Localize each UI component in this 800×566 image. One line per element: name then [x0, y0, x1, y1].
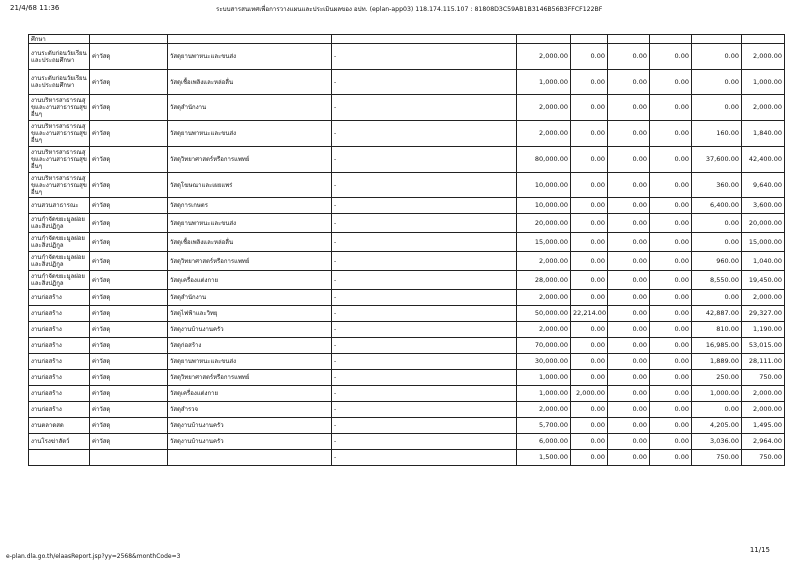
transfer-out-cell: 0.00: [608, 402, 650, 418]
detail-cell: -: [332, 290, 517, 306]
remaining-cell: 28,111.00: [742, 354, 785, 370]
table-row: [29, 322, 785, 338]
type-cell: ค่าวัสดุ: [90, 354, 168, 370]
transfer-out-cell: 0.00: [608, 147, 650, 173]
transfer-out-cell: 0.00: [608, 121, 650, 147]
transfer-out-cell: 0.00: [608, 173, 650, 198]
plan-cell: งานก่อสร้าง: [29, 386, 90, 402]
detail-cell: -: [332, 233, 517, 252]
reserve-cell: 0.00: [650, 95, 692, 121]
table-row: [29, 233, 785, 252]
reserve-cell: 0.00: [650, 252, 692, 271]
report-table-container: [28, 34, 784, 466]
item-cell: วัสดุเชื้อเพลิงและหล่อลื่น: [168, 233, 332, 252]
remaining-cell: 53,015.00: [742, 338, 785, 354]
budget-cell: 50,000.00: [517, 306, 571, 322]
table-row: [29, 44, 785, 70]
transfer-out-cell: 0.00: [608, 306, 650, 322]
table-row: [29, 290, 785, 306]
type-cell: ค่าวัสดุ: [90, 173, 168, 198]
detail-cell: -: [332, 147, 517, 173]
item-cell: วัสดุงานบ้านงานครัว: [168, 322, 332, 338]
table-row: [29, 386, 785, 402]
item-cell: วัสดุวิทยาศาสตร์หรือการแพทย์: [168, 252, 332, 271]
remaining-cell: 1,840.00: [742, 121, 785, 147]
reserve-cell: 0.00: [650, 370, 692, 386]
detail-cell: -: [332, 95, 517, 121]
type-cell: ค่าวัสดุ: [90, 198, 168, 214]
reserve-cell: 0.00: [650, 418, 692, 434]
table-row: [29, 271, 785, 290]
remaining-cell: 1,040.00: [742, 252, 785, 271]
remaining-cell: 42,400.00: [742, 147, 785, 173]
plan-cell: งานโรงฆ่าสัตว์: [29, 434, 90, 450]
table-top-row: [29, 35, 785, 44]
transfer-out-cell: 0.00: [608, 233, 650, 252]
reserve-cell: 0.00: [650, 198, 692, 214]
item-cell: วัสดุโฆษณาและเผยแพร่: [168, 173, 332, 198]
reserve-cell: 0.00: [650, 271, 692, 290]
type-cell: ค่าวัสดุ: [90, 370, 168, 386]
plan-cell: งานกำจัดขยะมูลฝอยและสิ่งปฏิกูล: [29, 252, 90, 271]
transfer-out-cell: 0.00: [608, 214, 650, 233]
type-cell: ค่าวัสดุ: [90, 147, 168, 173]
detail-cell: -: [332, 370, 517, 386]
transfer-in-cell: 0.00: [571, 198, 608, 214]
detail-cell: -: [332, 198, 517, 214]
spent-cell: 37,600.00: [692, 147, 742, 173]
table-row: [29, 252, 785, 271]
type-cell: ค่าวัสดุ: [90, 322, 168, 338]
reserve-cell: 0.00: [650, 147, 692, 173]
transfer-in-cell: 0.00: [571, 147, 608, 173]
remaining-cell: 29,327.00: [742, 306, 785, 322]
item-cell: วัสดุสำรวจ: [168, 402, 332, 418]
plan-cell: งานตลาดสด: [29, 418, 90, 434]
item-cell: วัสดุเครื่องแต่งกาย: [168, 271, 332, 290]
transfer-out-cell: 0.00: [608, 95, 650, 121]
transfer-in-cell: 0.00: [571, 233, 608, 252]
remaining-cell: 2,000.00: [742, 402, 785, 418]
plan-cell: งานบริหารสาธารณสุขและงานสาธารณสุขอื่นๆ: [29, 147, 90, 173]
type-cell: ค่าวัสดุ: [90, 402, 168, 418]
reserve-cell: 0.00: [650, 70, 692, 95]
plan-cell: งานก่อสร้าง: [29, 290, 90, 306]
print-datetime: 21/4/68 11:36: [10, 4, 60, 12]
spent-cell: 0.00: [692, 214, 742, 233]
table-row: [29, 354, 785, 370]
table-row: [29, 338, 785, 354]
table-row: [29, 173, 785, 198]
budget-cell: 6,000.00: [517, 434, 571, 450]
transfer-in-cell: 0.00: [571, 338, 608, 354]
item-cell: วัสดุยานพาหนะและขนส่ง: [168, 121, 332, 147]
remaining-cell: 2,964.00: [742, 434, 785, 450]
spent-cell: 960.00: [692, 252, 742, 271]
spent-cell: 16,985.00: [692, 338, 742, 354]
budget-cell: 15,000.00: [517, 233, 571, 252]
item-cell: วัสดุวิทยาศาสตร์หรือการแพทย์: [168, 370, 332, 386]
budget-cell: 28,000.00: [517, 271, 571, 290]
type-cell: ค่าวัสดุ: [90, 95, 168, 121]
table-row: [29, 121, 785, 147]
budget-cell: 1,000.00: [517, 70, 571, 95]
remaining-cell: 15,000.00: [742, 233, 785, 252]
plan-cell: งานบริหารสาธารณสุขและงานสาธารณสุขอื่นๆ: [29, 121, 90, 147]
table-row: [29, 70, 785, 95]
item-cell: วัสดุงานบ้านงานครัว: [168, 418, 332, 434]
plan-cell: [29, 450, 90, 466]
type-cell: ค่าวัสดุ: [90, 233, 168, 252]
transfer-in-cell: 0.00: [571, 322, 608, 338]
transfer-out-cell: 0.00: [608, 70, 650, 95]
type-cell: ค่าวัสดุ: [90, 44, 168, 70]
type-cell: ค่าวัสดุ: [90, 121, 168, 147]
reserve-cell: 0.00: [650, 44, 692, 70]
type-cell: [90, 450, 168, 466]
transfer-in-cell: 0.00: [571, 173, 608, 198]
type-cell: ค่าวัสดุ: [90, 418, 168, 434]
table-row: [29, 434, 785, 450]
budget-cell: 20,000.00: [517, 214, 571, 233]
spent-cell: 0.00: [692, 402, 742, 418]
detail-cell: -: [332, 271, 517, 290]
plan-cell: งานสวนสาธารณะ: [29, 198, 90, 214]
detail-cell: -: [332, 121, 517, 147]
transfer-out-cell: 0.00: [608, 354, 650, 370]
item-cell: วัสดุการเกษตร: [168, 198, 332, 214]
reserve-cell: 0.00: [650, 434, 692, 450]
reserve-cell: 0.00: [650, 306, 692, 322]
spent-cell: 810.00: [692, 322, 742, 338]
table-row: [29, 198, 785, 214]
type-cell: ค่าวัสดุ: [90, 338, 168, 354]
remaining-cell: 1,495.00: [742, 418, 785, 434]
item-cell: วัสดุงานบ้านงานครัว: [168, 434, 332, 450]
table-row: [29, 418, 785, 434]
detail-cell: -: [332, 338, 517, 354]
remaining-cell: 9,640.00: [742, 173, 785, 198]
budget-cell: 1,000.00: [517, 370, 571, 386]
transfer-in-cell: 0.00: [571, 290, 608, 306]
remaining-cell: 2,000.00: [742, 290, 785, 306]
plan-cell: งานก่อสร้าง: [29, 402, 90, 418]
reserve-cell: 0.00: [650, 354, 692, 370]
transfer-in-cell: 0.00: [571, 214, 608, 233]
plan-cell: งานกำจัดขยะมูลฝอยและสิ่งปฏิกูล: [29, 214, 90, 233]
item-cell: วัสดุเครื่องแต่งกาย: [168, 386, 332, 402]
remaining-cell: 2,000.00: [742, 386, 785, 402]
plan-cell: งานบริหารสาธารณสุขและงานสาธารณสุขอื่นๆ: [29, 95, 90, 121]
remaining-cell: 20,000.00: [742, 214, 785, 233]
type-cell: ค่าวัสดุ: [90, 70, 168, 95]
item-cell: วัสดุยานพาหนะและขนส่ง: [168, 44, 332, 70]
spent-cell: 6,400.00: [692, 198, 742, 214]
footer-url: e-plan.dla.go.th/elaasReport.jsp?yy=2568&monthCode=3: [6, 553, 181, 560]
transfer-in-cell: 22,214.00: [571, 306, 608, 322]
transfer-in-cell: 0.00: [571, 252, 608, 271]
budget-cell: 1,500.00: [517, 450, 571, 466]
plan-cell: งานก่อสร้าง: [29, 306, 90, 322]
table-row: [29, 370, 785, 386]
detail-cell: -: [332, 44, 517, 70]
budget-cell: 70,000.00: [517, 338, 571, 354]
budget-cell: 5,700.00: [517, 418, 571, 434]
detail-cell: -: [332, 252, 517, 271]
type-cell: ค่าวัสดุ: [90, 214, 168, 233]
transfer-in-cell: 0.00: [571, 370, 608, 386]
budget-cell: 1,000.00: [517, 386, 571, 402]
detail-cell: -: [332, 322, 517, 338]
transfer-in-cell: 0.00: [571, 70, 608, 95]
detail-cell: -: [332, 402, 517, 418]
budget-cell: 2,000.00: [517, 121, 571, 147]
report-system-title: ระบบสารสนเทศเพื่อการวางแผนและประเมินผลของ อปท. (eplan-app03) 118.174.115.107 : 81808D3C59AB1B3146B56B3FFCF122BF: [216, 6, 603, 13]
remaining-cell: 19,450.00: [742, 271, 785, 290]
plan-cell: งานก่อสร้าง: [29, 322, 90, 338]
detail-cell: -: [332, 306, 517, 322]
spent-cell: 1,889.00: [692, 354, 742, 370]
spent-cell: 0.00: [692, 95, 742, 121]
item-cell: วัสดุก่อสร้าง: [168, 338, 332, 354]
table-row: [29, 450, 785, 466]
reserve-cell: 0.00: [650, 450, 692, 466]
budget-cell: 2,000.00: [517, 290, 571, 306]
spent-cell: 4,205.00: [692, 418, 742, 434]
item-cell: วัสดุสำนักงาน: [168, 290, 332, 306]
plan-cell: งานบริหารสาธารณสุขและงานสาธารณสุขอื่นๆ: [29, 173, 90, 198]
transfer-in-cell: 0.00: [571, 354, 608, 370]
transfer-in-cell: 0.00: [571, 121, 608, 147]
table-row: [29, 306, 785, 322]
spent-cell: 8,550.00: [692, 271, 742, 290]
remaining-cell: 2,000.00: [742, 44, 785, 70]
transfer-out-cell: 0.00: [608, 290, 650, 306]
spent-cell: 0.00: [692, 233, 742, 252]
type-cell: ค่าวัสดุ: [90, 271, 168, 290]
spent-cell: 0.00: [692, 70, 742, 95]
budget-cell: 10,000.00: [517, 173, 571, 198]
table-row: [29, 95, 785, 121]
transfer-out-cell: 0.00: [608, 386, 650, 402]
type-cell: ค่าวัสดุ: [90, 386, 168, 402]
reserve-cell: 0.00: [650, 290, 692, 306]
transfer-out-cell: 0.00: [608, 434, 650, 450]
detail-cell: -: [332, 70, 517, 95]
reserve-cell: 0.00: [650, 214, 692, 233]
budget-cell: 80,000.00: [517, 147, 571, 173]
detail-cell: -: [332, 450, 517, 466]
type-cell: ค่าวัสดุ: [90, 252, 168, 271]
reserve-cell: 0.00: [650, 338, 692, 354]
detail-cell: -: [332, 354, 517, 370]
reserve-cell: 0.00: [650, 233, 692, 252]
remaining-cell: 1,000.00: [742, 70, 785, 95]
plan-cell: งานก่อสร้าง: [29, 338, 90, 354]
reserve-cell: 0.00: [650, 386, 692, 402]
transfer-in-cell: 0.00: [571, 95, 608, 121]
transfer-out-cell: 0.00: [608, 252, 650, 271]
transfer-in-cell: 0.00: [571, 434, 608, 450]
spent-cell: 0.00: [692, 290, 742, 306]
reserve-cell: 0.00: [650, 322, 692, 338]
type-cell: ค่าวัสดุ: [90, 434, 168, 450]
item-cell: วัสดุสำนักงาน: [168, 95, 332, 121]
budget-cell: 2,000.00: [517, 322, 571, 338]
table-row: [29, 147, 785, 173]
page-number: 11/15: [749, 546, 770, 554]
item-cell: วัสดุไฟฟ้าและวิทยุ: [168, 306, 332, 322]
plan-cell: งานก่อสร้าง: [29, 370, 90, 386]
transfer-out-cell: 0.00: [608, 271, 650, 290]
top-row-label: ศึกษา: [29, 35, 90, 44]
spent-cell: 750.00: [692, 450, 742, 466]
budget-cell: 2,000.00: [517, 402, 571, 418]
item-cell: วัสดุเชื้อเพลิงและหล่อลื่น: [168, 70, 332, 95]
spent-cell: 360.00: [692, 173, 742, 198]
type-cell: ค่าวัสดุ: [90, 306, 168, 322]
transfer-out-cell: 0.00: [608, 450, 650, 466]
budget-cell: 30,000.00: [517, 354, 571, 370]
remaining-cell: 2,000.00: [742, 95, 785, 121]
transfer-out-cell: 0.00: [608, 44, 650, 70]
budget-cell: 2,000.00: [517, 252, 571, 271]
transfer-out-cell: 0.00: [608, 338, 650, 354]
spent-cell: 250.00: [692, 370, 742, 386]
type-cell: ค่าวัสดุ: [90, 290, 168, 306]
transfer-out-cell: 0.00: [608, 322, 650, 338]
budget-cell: 2,000.00: [517, 44, 571, 70]
table-row: [29, 214, 785, 233]
spent-cell: 0.00: [692, 44, 742, 70]
plan-cell: งานก่อสร้าง: [29, 354, 90, 370]
spent-cell: 3,036.00: [692, 434, 742, 450]
transfer-out-cell: 0.00: [608, 370, 650, 386]
spent-cell: 160.00: [692, 121, 742, 147]
detail-cell: -: [332, 418, 517, 434]
detail-cell: -: [332, 173, 517, 198]
transfer-out-cell: 0.00: [608, 198, 650, 214]
remaining-cell: 1,190.00: [742, 322, 785, 338]
reserve-cell: 0.00: [650, 402, 692, 418]
remaining-cell: 750.00: [742, 370, 785, 386]
transfer-in-cell: 0.00: [571, 450, 608, 466]
spent-cell: 1,000.00: [692, 386, 742, 402]
plan-cell: งานระดับก่อนวัยเรียนและประถมศึกษา: [29, 44, 90, 70]
budget-table: [28, 34, 785, 466]
budget-cell: 2,000.00: [517, 95, 571, 121]
item-cell: วัสดุยานพาหนะและขนส่ง: [168, 354, 332, 370]
transfer-in-cell: 0.00: [571, 402, 608, 418]
plan-cell: งานกำจัดขยะมูลฝอยและสิ่งปฏิกูล: [29, 271, 90, 290]
plan-cell: งานกำจัดขยะมูลฝอยและสิ่งปฏิกูล: [29, 233, 90, 252]
table-row: [29, 402, 785, 418]
transfer-in-cell: 0.00: [571, 418, 608, 434]
remaining-cell: 3,600.00: [742, 198, 785, 214]
transfer-in-cell: 0.00: [571, 44, 608, 70]
item-cell: วัสดุวิทยาศาสตร์หรือการแพทย์: [168, 147, 332, 173]
spent-cell: 42,887.00: [692, 306, 742, 322]
transfer-out-cell: 0.00: [608, 418, 650, 434]
detail-cell: -: [332, 434, 517, 450]
detail-cell: -: [332, 386, 517, 402]
plan-cell: งานระดับก่อนวัยเรียนและประถมศึกษา: [29, 70, 90, 95]
remaining-cell: 750.00: [742, 450, 785, 466]
item-cell: วัสดุยานพาหนะและขนส่ง: [168, 214, 332, 233]
reserve-cell: 0.00: [650, 173, 692, 198]
detail-cell: -: [332, 214, 517, 233]
budget-cell: 10,000.00: [517, 198, 571, 214]
item-cell: [168, 450, 332, 466]
reserve-cell: 0.00: [650, 121, 692, 147]
transfer-in-cell: 0.00: [571, 271, 608, 290]
transfer-in-cell: 2,000.00: [571, 386, 608, 402]
